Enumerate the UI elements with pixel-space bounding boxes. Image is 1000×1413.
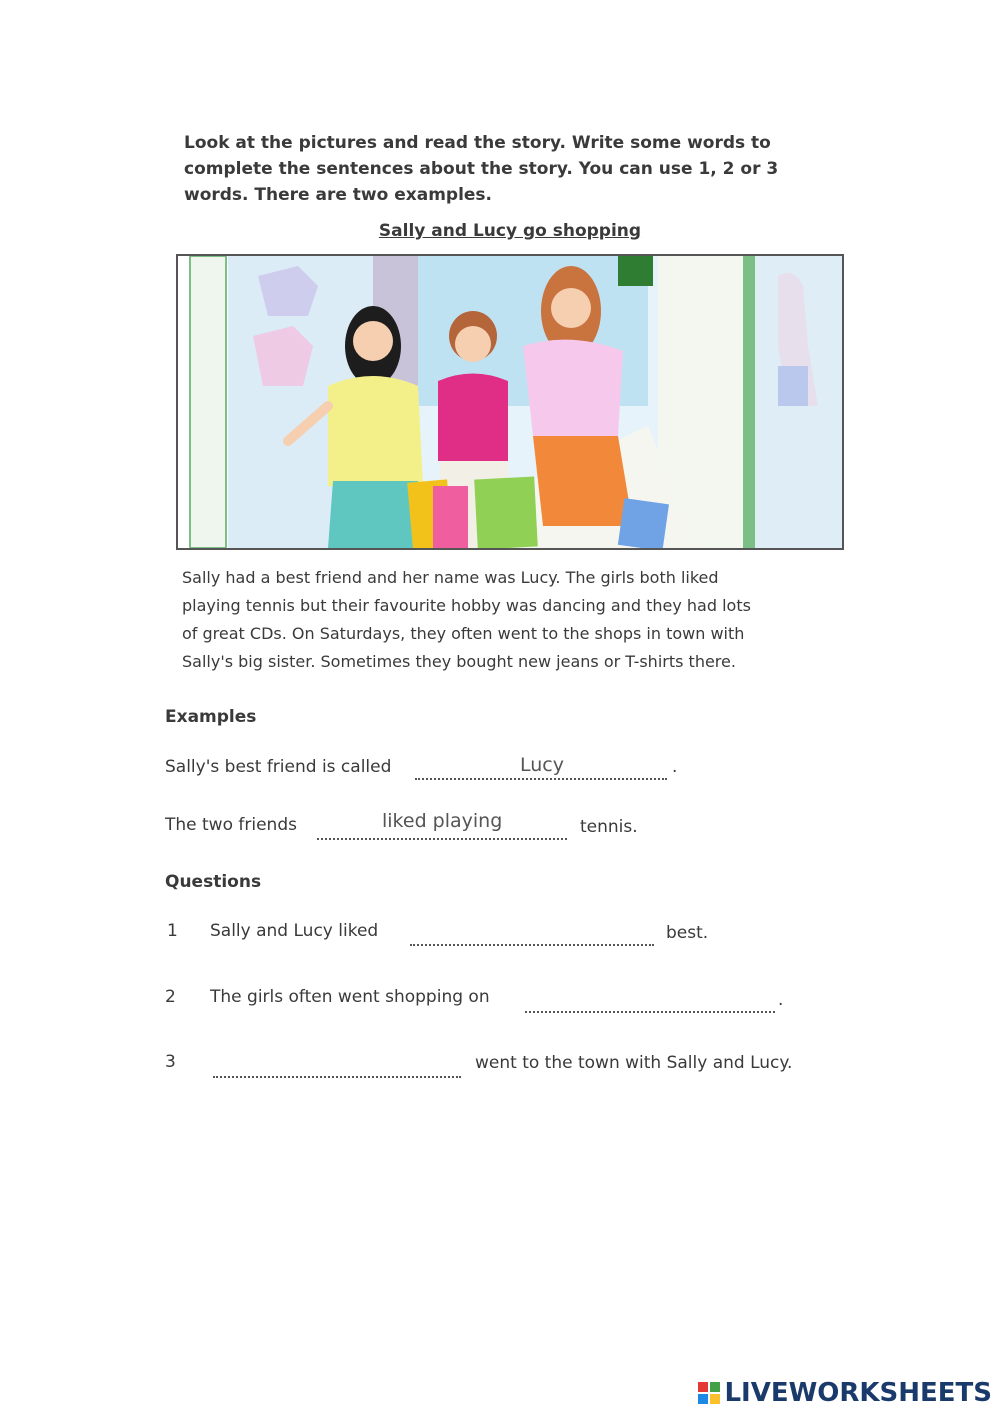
story-line: Sally's big sister. Sometimes they bought new jeans or T-shirts there.: [182, 652, 736, 671]
question-3-number: 3: [165, 1052, 176, 1072]
question-2-answer-field[interactable]: [525, 1009, 775, 1013]
instructions: Look at the pictures and read the story. Write some words to complete the sentences about the story. You can use 1, 2 or 3 words. There are two examples.: [184, 133, 779, 205]
story-picture: [176, 254, 844, 550]
example-1-after: .: [672, 757, 678, 777]
question-3-answer-field[interactable]: [213, 1074, 461, 1078]
question-1-answer-field[interactable]: [410, 942, 654, 946]
question-2-text: The girls often went shopping on: [210, 987, 490, 1007]
shopping-girls-illustration: [178, 256, 842, 548]
example-2-text: The two friends: [165, 815, 297, 835]
questions-heading: Questions: [165, 872, 262, 892]
example-1-text: Sally's best friend is called: [165, 757, 392, 777]
examples-heading: Examples: [165, 707, 257, 727]
story-line: playing tennis but their favourite hobby was dancing and they had lots: [182, 596, 751, 615]
example-2-after: tennis.: [580, 817, 638, 837]
liveworksheets-logo: [698, 1378, 992, 1408]
example-1-answer: Lucy: [520, 754, 564, 776]
story-text: [182, 564, 822, 676]
liveworksheets-logo-text: LIVEWORKSHEETS: [724, 1378, 992, 1408]
example-2-blank: [317, 836, 567, 840]
example-1-blank: [415, 776, 667, 780]
example-2-answer: liked playing: [382, 810, 503, 832]
question-3-after: went to the town with Sally and Lucy.: [475, 1053, 793, 1073]
question-1-after: best.: [666, 923, 709, 943]
question-1-text: Sally and Lucy liked: [210, 921, 379, 941]
question-2-number: 2: [165, 987, 176, 1007]
liveworksheets-logo-icon: [698, 1382, 720, 1404]
story-title: Sally and Lucy go shopping: [378, 221, 642, 241]
story-line: of great CDs. On Saturdays, they often went to the shops in town with: [182, 624, 745, 643]
story-line: Sally had a best friend and her name was Lucy. The girls both liked: [182, 568, 719, 587]
question-2-after: .: [778, 990, 784, 1010]
question-1-number: 1: [167, 921, 178, 941]
